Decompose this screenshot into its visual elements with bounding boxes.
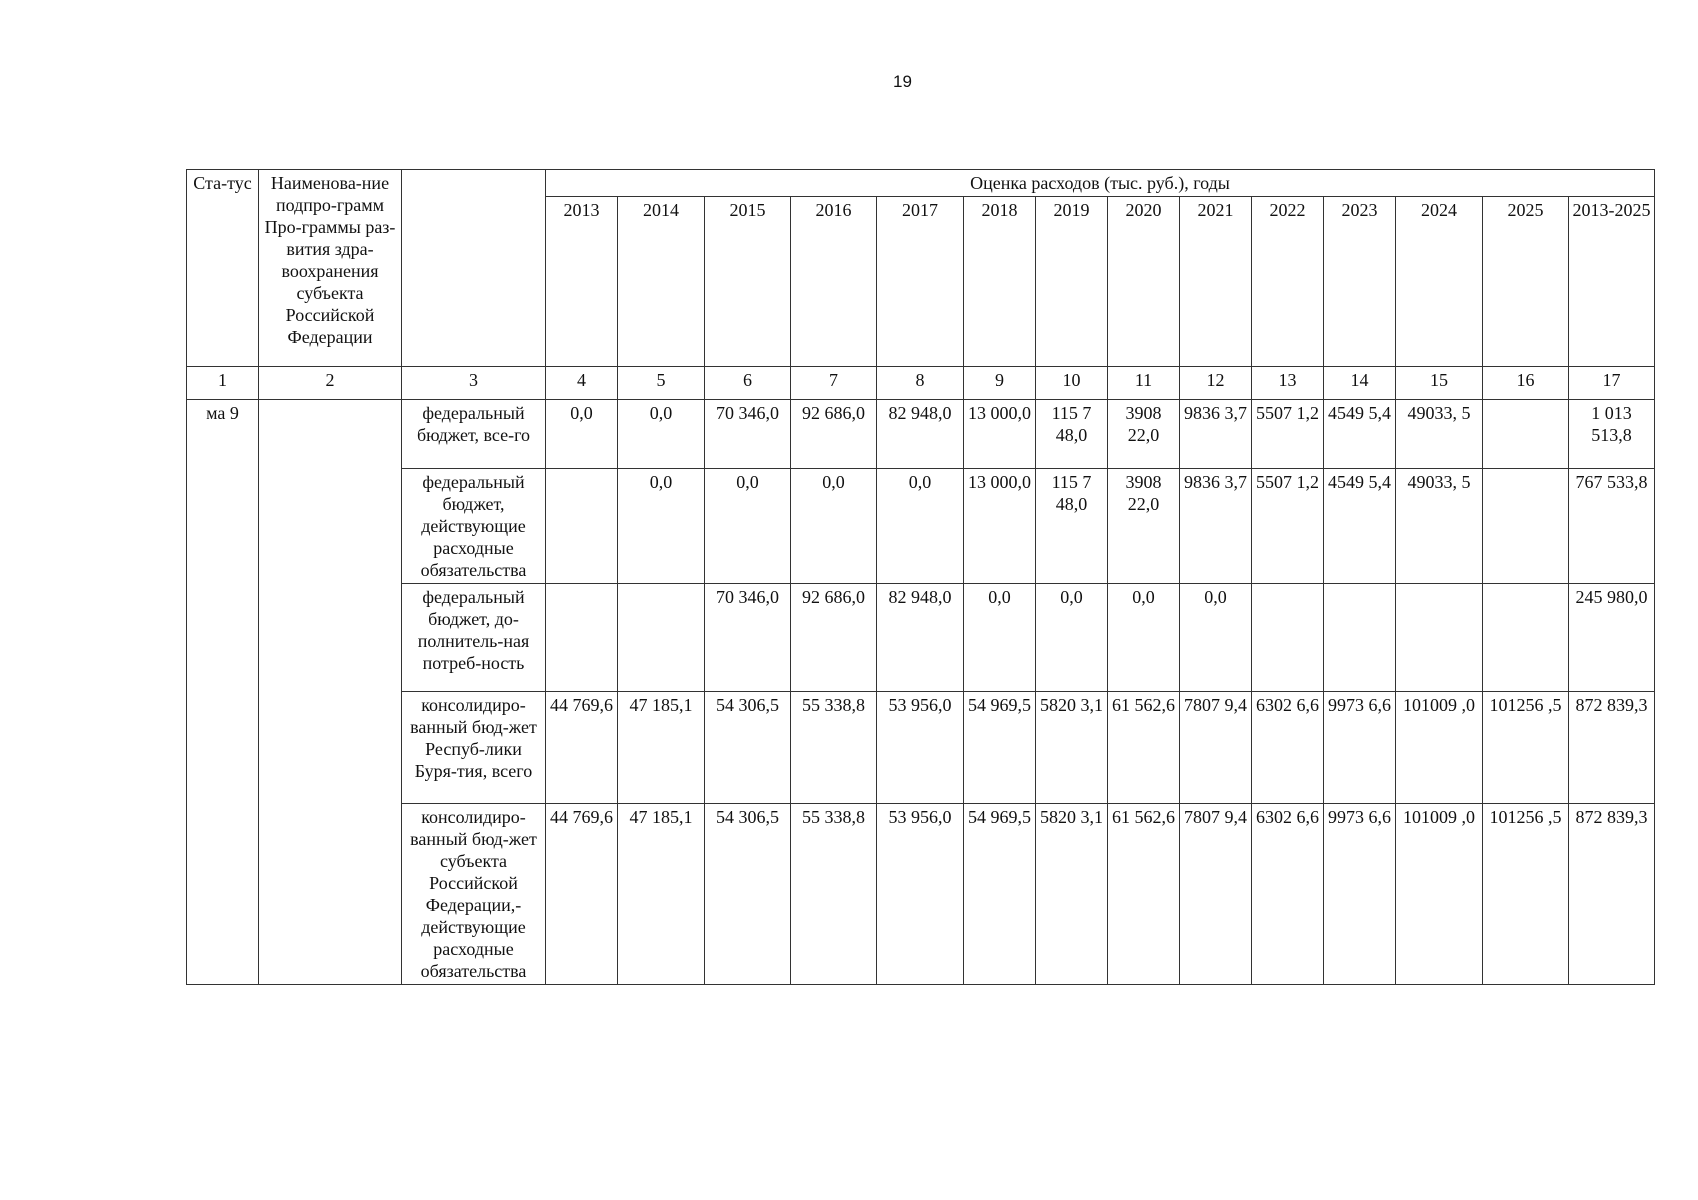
value-cell: 55 338,8 [791, 692, 877, 804]
table-row [187, 469, 1655, 584]
value-cell: 0,0 [1180, 584, 1252, 692]
column-number: 5 [618, 367, 705, 400]
value-cell: 49033, 5 [1396, 400, 1483, 469]
column-number: 1 [187, 367, 259, 400]
value-cell: 245 980,0 [1569, 584, 1655, 692]
value-cell: 92 686,0 [791, 400, 877, 469]
column-number: 15 [1396, 367, 1483, 400]
value-cell: 101256 ,5 [1483, 804, 1569, 985]
value-cell: 4549 5,4 [1324, 400, 1396, 469]
value-cell: 82 948,0 [877, 584, 964, 692]
page-number: 19 [893, 72, 912, 91]
header-year: 2015 [705, 197, 791, 367]
column-number: 12 [1180, 367, 1252, 400]
value-cell: 0,0 [705, 469, 791, 584]
column-number: 7 [791, 367, 877, 400]
value-cell: 5820 3,1 [1036, 804, 1108, 985]
header-source [402, 170, 546, 367]
value-cell [1252, 584, 1324, 692]
value-cell [1483, 584, 1569, 692]
value-cell: 0,0 [964, 584, 1036, 692]
header-year: 2019 [1036, 197, 1108, 367]
value-cell: 5507 1,2 [1252, 400, 1324, 469]
column-number: 4 [546, 367, 618, 400]
column-number: 11 [1108, 367, 1180, 400]
header-status: Ста-тус [187, 170, 259, 367]
value-cell [618, 584, 705, 692]
expenditure-table [186, 169, 1655, 985]
value-cell: 115 7 48,0 [1036, 400, 1108, 469]
funding-source-cell: консолидиро-ванный бюд-жет субъекта Российской Федерации,-действующие расходные обязательства [402, 804, 546, 985]
value-cell: 70 346,0 [705, 400, 791, 469]
value-cell: 6302 6,6 [1252, 804, 1324, 985]
column-number: 13 [1252, 367, 1324, 400]
value-cell: 7807 9,4 [1180, 804, 1252, 985]
header-year: 2014 [618, 197, 705, 367]
value-cell [1483, 469, 1569, 584]
column-number: 3 [402, 367, 546, 400]
value-cell: 767 533,8 [1569, 469, 1655, 584]
value-cell: 47 185,1 [618, 692, 705, 804]
status-cell: ма 9 [187, 400, 259, 985]
value-cell: 44 769,6 [546, 804, 618, 985]
value-cell: 55 338,8 [791, 804, 877, 985]
value-cell: 5820 3,1 [1036, 692, 1108, 804]
value-cell: 82 948,0 [877, 400, 964, 469]
header-year: 2025 [1483, 197, 1569, 367]
value-cell: 3908 22,0 [1108, 469, 1180, 584]
value-cell: 4549 5,4 [1324, 469, 1396, 584]
header-year: 2016 [791, 197, 877, 367]
value-cell: 0,0 [1036, 584, 1108, 692]
table-row [187, 804, 1655, 985]
value-cell: 3908 22,0 [1108, 400, 1180, 469]
value-cell: 9973 6,6 [1324, 804, 1396, 985]
header-year: 2020 [1108, 197, 1180, 367]
value-cell: 872 839,3 [1569, 804, 1655, 985]
column-number: 14 [1324, 367, 1396, 400]
value-cell: 49033, 5 [1396, 469, 1483, 584]
value-cell: 70 346,0 [705, 584, 791, 692]
value-cell: 54 969,5 [964, 804, 1036, 985]
value-cell: 1 013 513,8 [1569, 400, 1655, 469]
value-cell: 61 562,6 [1108, 804, 1180, 985]
value-cell: 9973 6,6 [1324, 692, 1396, 804]
header-year: 2013 [546, 197, 618, 367]
header-expenditure-estimate: Оценка расходов (тыс. руб.), годы [546, 170, 1655, 197]
value-cell: 44 769,6 [546, 692, 618, 804]
column-number-row [187, 367, 1655, 400]
value-cell: 13 000,0 [964, 469, 1036, 584]
header-subprogram-name: Наименова-ние подпро-грамм Про-граммы раз-вития здра-воохранения субъекта Российской Федерации [259, 170, 402, 367]
table-row [187, 584, 1655, 692]
value-cell [1483, 400, 1569, 469]
column-number: 2 [259, 367, 402, 400]
header-year: 2013-2025 [1569, 197, 1655, 367]
column-number: 17 [1569, 367, 1655, 400]
value-cell: 101009 ,0 [1396, 804, 1483, 985]
value-cell: 5507 1,2 [1252, 469, 1324, 584]
value-cell: 101009 ,0 [1396, 692, 1483, 804]
value-cell: 54 306,5 [705, 692, 791, 804]
value-cell [1396, 584, 1483, 692]
column-number: 16 [1483, 367, 1569, 400]
value-cell: 7807 9,4 [1180, 692, 1252, 804]
value-cell: 54 306,5 [705, 804, 791, 985]
value-cell: 54 969,5 [964, 692, 1036, 804]
funding-source-cell: консолидиро-ванный бюд-жет Респуб-лики Буря-тия, всего [402, 692, 546, 804]
value-cell: 872 839,3 [1569, 692, 1655, 804]
header-year: 2023 [1324, 197, 1396, 367]
funding-source-cell: федеральный бюджет, все-го [402, 400, 546, 469]
header-row-1 [187, 170, 1655, 197]
value-cell: 9836 3,7 [1180, 400, 1252, 469]
value-cell: 0,0 [546, 400, 618, 469]
header-year: 2017 [877, 197, 964, 367]
column-number: 10 [1036, 367, 1108, 400]
value-cell: 101256 ,5 [1483, 692, 1569, 804]
value-cell: 61 562,6 [1108, 692, 1180, 804]
value-cell [546, 469, 618, 584]
column-number: 6 [705, 367, 791, 400]
subprogram-name-cell [259, 400, 402, 985]
header-year: 2018 [964, 197, 1036, 367]
value-cell [546, 584, 618, 692]
value-cell: 92 686,0 [791, 584, 877, 692]
header-year: 2022 [1252, 197, 1324, 367]
value-cell: 53 956,0 [877, 804, 964, 985]
table-row [187, 400, 1655, 469]
value-cell: 0,0 [618, 400, 705, 469]
value-cell: 0,0 [1108, 584, 1180, 692]
value-cell [1324, 584, 1396, 692]
value-cell: 9836 3,7 [1180, 469, 1252, 584]
funding-source-cell: федеральный бюджет, до-полнитель-ная потреб-ность [402, 584, 546, 692]
value-cell: 53 956,0 [877, 692, 964, 804]
value-cell: 0,0 [791, 469, 877, 584]
value-cell: 47 185,1 [618, 804, 705, 985]
column-number: 8 [877, 367, 964, 400]
header-year: 2021 [1180, 197, 1252, 367]
table-row [187, 692, 1655, 804]
funding-source-cell: федеральный бюджет, действующие расходные обязательства [402, 469, 546, 584]
value-cell: 115 7 48,0 [1036, 469, 1108, 584]
value-cell: 6302 6,6 [1252, 692, 1324, 804]
column-number: 9 [964, 367, 1036, 400]
value-cell: 13 000,0 [964, 400, 1036, 469]
header-year: 2024 [1396, 197, 1483, 367]
value-cell: 0,0 [877, 469, 964, 584]
value-cell: 0,0 [618, 469, 705, 584]
